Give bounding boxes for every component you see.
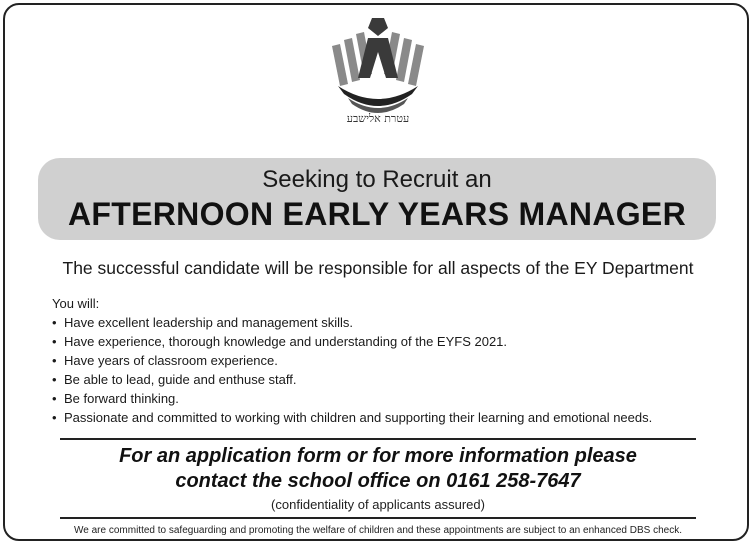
safeguarding-footer: We are committed to safeguarding and promoting the welfare of children and these appointments are subject to an enhanced DBS check. [74,525,682,536]
requirements-heading: You will: [52,296,100,311]
bullet-icon: • [52,353,57,368]
divider-bottom [60,517,696,519]
list-item: • Have excellent leadership and management skills. [52,315,354,330]
bullet-icon: • [52,334,57,349]
list-item: • Passionate and committed to working with children and supporting their learning and emotional needs. [52,410,653,425]
list-item: • Be able to lead, guide and enthuse staff. [52,372,297,387]
requirements-list [52,294,652,427]
crest-caption: עטרת אלישבע [346,112,410,125]
job-title: AFTERNOON EARLY YEARS MANAGER [68,196,686,232]
confidentiality-note: (confidentiality of applicants assured) [271,497,485,512]
list-item: • Be forward thinking. [52,391,179,406]
divider-top [60,438,696,440]
bullet-icon: • [52,315,57,330]
intro-text: The successful candidate will be responsible for all aspects of the EY Department [62,258,694,278]
list-item: • Have experience, thorough knowledge and understanding of the EYFS 2021. [52,334,508,349]
school-crest-icon [328,14,428,132]
list-item: • Have years of classroom experience. [52,353,278,368]
bullet-icon: • [52,391,57,406]
bullet-icon: • [52,410,57,425]
title-banner [38,158,716,240]
bullet-icon: • [52,372,57,387]
contact-line-1: For an application form or for more information please [119,445,637,467]
contact-line-2: contact the school office on 0161 258-7647 [175,470,581,492]
banner-subtitle: Seeking to Recruit an [262,166,492,193]
